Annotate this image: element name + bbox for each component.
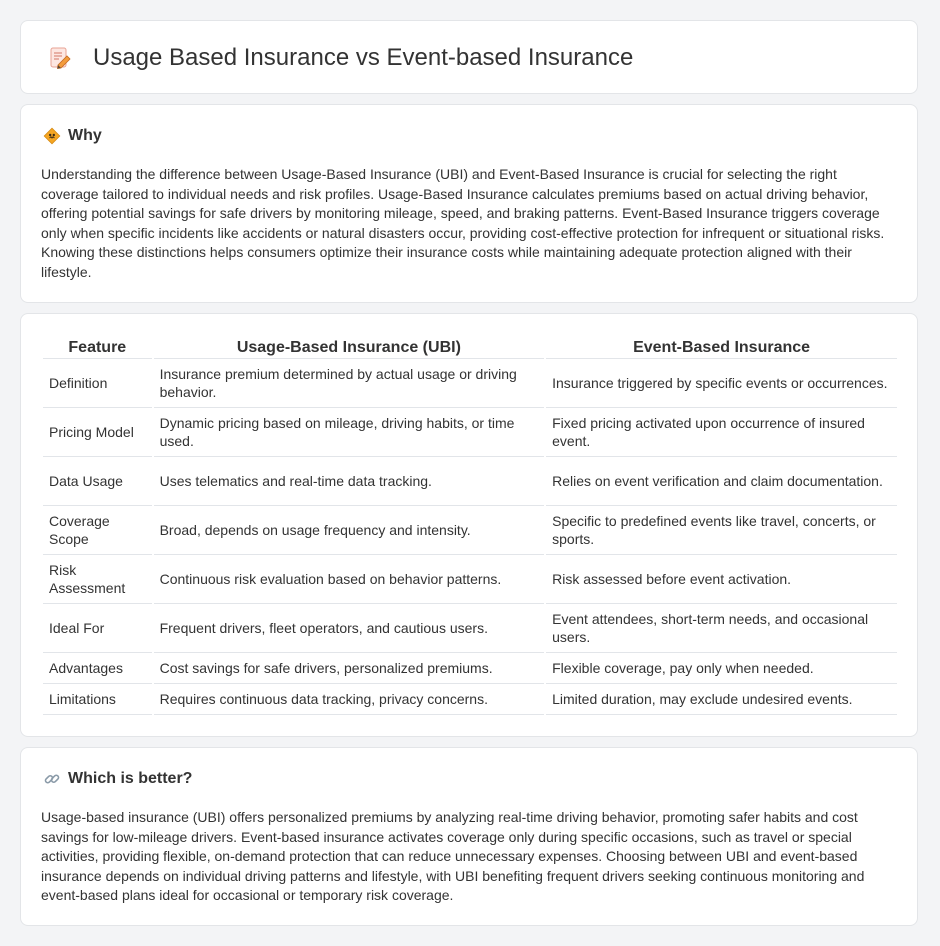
better-paragraph: Usage-based insurance (UBI) offers personalized premiums by analyzing real-time driving behavior, promoting safer habits and cost savings for low-mileage drivers. Event-based insurance activates coverage only during specific occasions, such as travel or special activities, providing flexible, on-demand protection that can reduce unnecessary expenses. Choosing between UBI and event-based insurance depends on individual driving patterns and lifestyle, with UBI benefiting frequent drivers seeking continuous monitoring and event-based plans ideal for occasional or temporary risk coverage. xyxy=(41,809,865,903)
warning-sign-icon xyxy=(43,127,61,145)
ubi-cell: Uses telematics and real-time data tracking. xyxy=(154,457,545,506)
ubi-cell: Broad, depends on usage frequency and intensity. xyxy=(154,506,545,555)
table-row xyxy=(43,408,897,457)
table-row xyxy=(43,359,897,408)
comparison-table-section xyxy=(20,313,918,737)
better-heading: Which is better? xyxy=(68,770,193,787)
event-cell: Relies on event verification and claim documentation. xyxy=(546,457,897,506)
ubi-cell: Frequent drivers, fleet operators, and cautious users. xyxy=(154,604,545,653)
table-row xyxy=(43,555,897,604)
header-feature: Feature xyxy=(43,334,152,359)
which-is-better-section xyxy=(20,747,918,926)
feature-cell: Limitations xyxy=(43,684,152,715)
table-header-row xyxy=(43,334,897,359)
feature-cell: Data Usage xyxy=(43,457,152,506)
ubi-cell: Dynamic pricing based on mileage, driving habits, or time used. xyxy=(154,408,545,457)
page-title: Usage Based Insurance vs Event-based Insurance xyxy=(93,44,634,71)
memo-pencil-icon xyxy=(47,45,73,71)
link-icon xyxy=(43,770,61,788)
event-cell: Fixed pricing activated upon occurrence of insured event. xyxy=(546,408,897,457)
title-card xyxy=(20,20,918,94)
table-row xyxy=(43,653,897,684)
event-cell: Specific to predefined events like travel, concerts, or sports. xyxy=(546,506,897,555)
header-ubi: Usage-Based Insurance (UBI) xyxy=(154,334,545,359)
event-cell: Insurance triggered by specific events or occurrences. xyxy=(546,359,897,408)
why-paragraph: Understanding the difference between Usage-Based Insurance (UBI) and Event-Based Insurance is crucial for selecting the right coverage tailored to individual needs and risk profiles. Usage-Based Insurance calculates premiums based on actual driving behavior, offering potential savings for safe drivers by monitoring mileage, speed, and braking patterns. Event-Based Insurance triggers coverage only when specific incidents like accidents or natural disasters occur, providing cost-effective protection for infrequent or situational risks. Knowing these distinctions helps consumers optimize their insurance costs while maintaining adequate protection aligned with their lifestyle. xyxy=(41,166,885,280)
feature-cell: Ideal For xyxy=(43,604,152,653)
table-row xyxy=(43,604,897,653)
comparison-table xyxy=(41,334,899,715)
ubi-cell: Insurance premium determined by actual usage or driving behavior. xyxy=(154,359,545,408)
event-cell: Risk assessed before event activation. xyxy=(546,555,897,604)
ubi-cell: Cost savings for safe drivers, personalized premiums. xyxy=(154,653,545,684)
event-cell: Event attendees, short-term needs, and occasional users. xyxy=(546,604,897,653)
ubi-cell: Requires continuous data tracking, privacy concerns. xyxy=(154,684,545,715)
feature-cell: Advantages xyxy=(43,653,152,684)
why-heading: Why xyxy=(68,127,102,144)
feature-cell: Risk Assessment xyxy=(43,555,152,604)
table-row xyxy=(43,684,897,715)
why-section xyxy=(20,104,918,303)
why-header xyxy=(43,126,102,146)
feature-cell: Coverage Scope xyxy=(43,506,152,555)
title-row xyxy=(47,43,633,73)
table-row xyxy=(43,457,897,506)
ubi-cell: Continuous risk evaluation based on behavior patterns. xyxy=(154,555,545,604)
header-event: Event-Based Insurance xyxy=(546,334,897,359)
table-row xyxy=(43,506,897,555)
event-cell: Limited duration, may exclude undesired events. xyxy=(546,684,897,715)
event-cell: Flexible coverage, pay only when needed. xyxy=(546,653,897,684)
feature-cell: Pricing Model xyxy=(43,408,152,457)
better-header xyxy=(43,769,192,789)
feature-cell: Definition xyxy=(43,359,152,408)
